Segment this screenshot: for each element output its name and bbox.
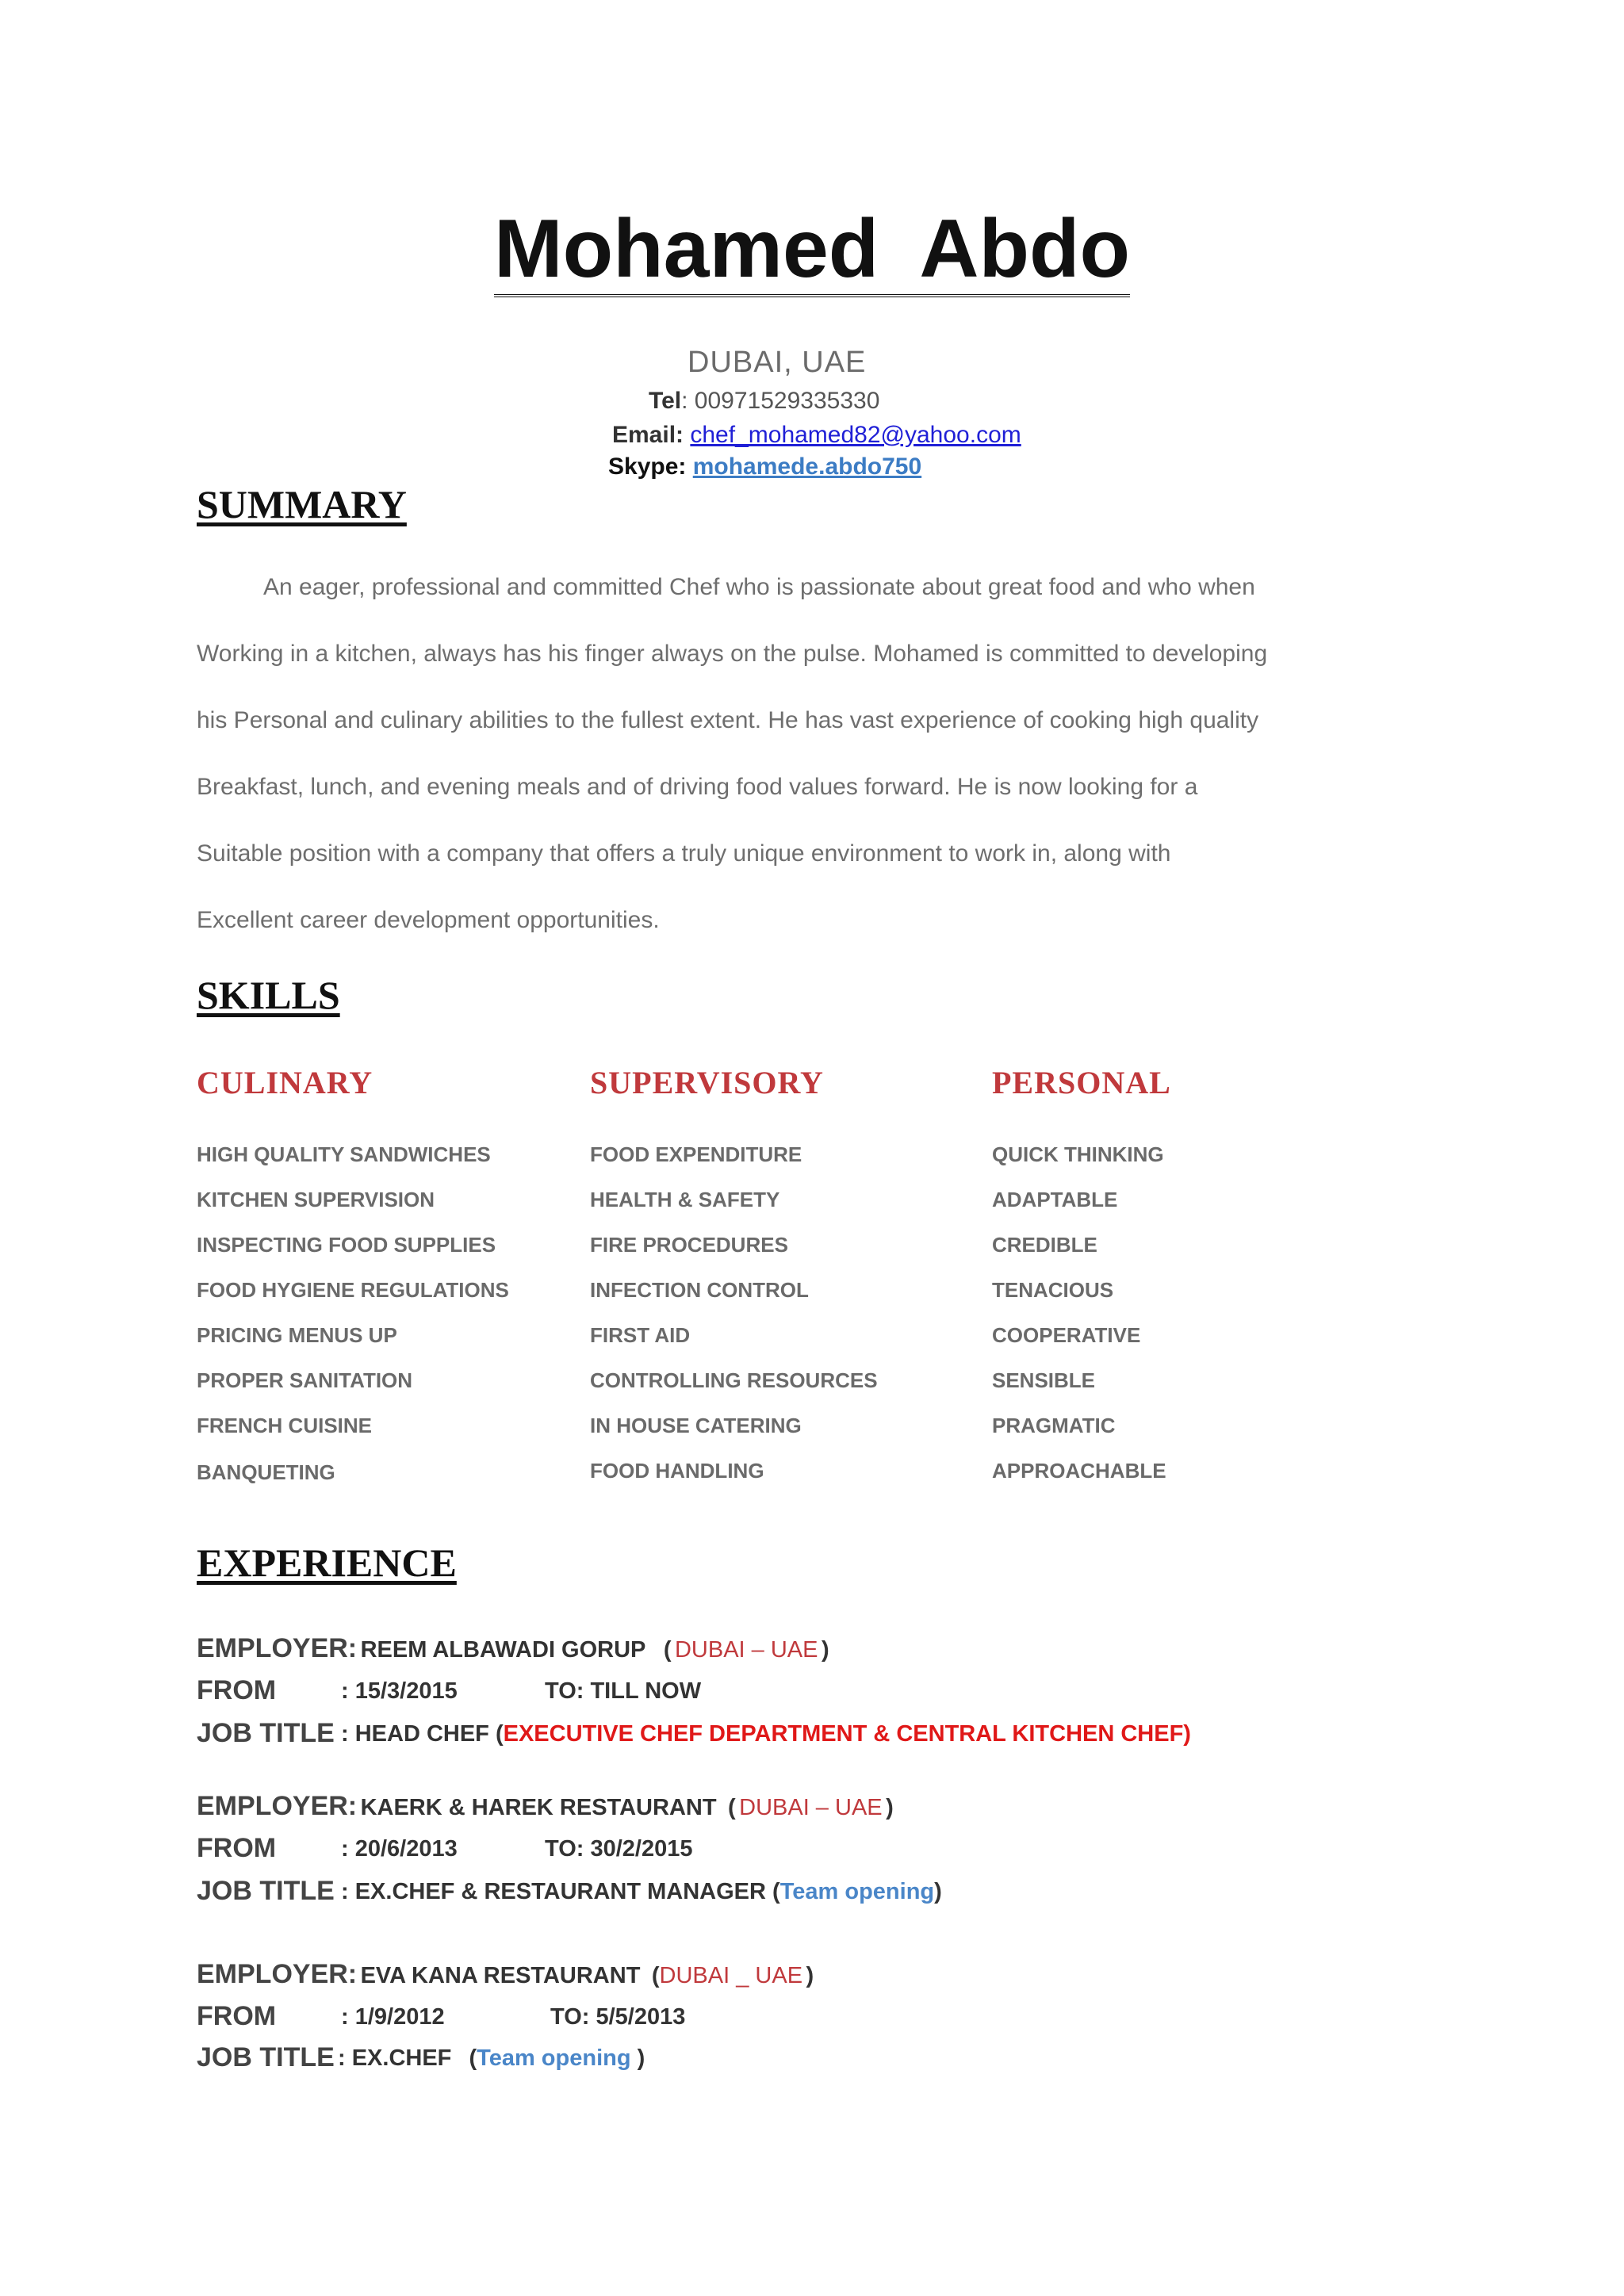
to-date: 5/5/2013 [596,2004,686,2030]
to-date-line [545,1678,701,1705]
job-title-line: : HEAD CHEF (EXECUTIVE CHEF DEPARTMENT & CENTRAL KITCHEN CHEF) [341,1721,1191,1747]
employer-name: EVA KANA RESTAURANT [360,1963,641,1988]
employer-label: EMPLOYER: [197,1959,358,1989]
skills-column-supervisory: SUPERVISORY [590,1065,824,1100]
job-employer-line: EMPLOYER: EVA KANA RESTAURANT (DUBAI _ UAE ) [197,1959,814,1989]
skill-item: PROPER SANITATION [197,1368,413,1392]
skill-item: TENACIOUS [992,1278,1114,1302]
skill-item: HIGH QUALITY SANDWICHES [197,1142,491,1166]
skill-item: ADAPTABLE [992,1188,1118,1211]
summary-line: his Personal and culinary abilities to the fullest extent. He has vast experience of cooking high quality [197,707,1259,733]
to-label: TO: [550,2004,590,2030]
skills-column-personal: PERSONAL [992,1065,1171,1100]
skype-link[interactable]: mohamede.abdo750 [692,453,922,480]
candidate-location: DUBAI, UAE [688,346,867,379]
from-label: FROM [197,1675,277,1705]
email-label: Email: [612,422,684,448]
email-line [612,422,1021,449]
employer-name: REEM ALBAWADI GORUP [360,1637,646,1663]
skill-item: PRAGMATIC [992,1414,1116,1437]
tel-value: : 00971529335330 [681,388,880,414]
employer-name: KAERK & HAREK RESTAURANT [360,1795,717,1820]
summary-line: Excellent career development opportunities. [197,907,660,933]
from-label: FROM [197,1833,277,1863]
job-employer-line: EMPLOYER: REEM ALBAWADI GORUP ( DUBAI – UAE ) [197,1633,829,1663]
skill-item: PRICING MENUS UP [197,1323,397,1347]
summary-line: An eager, professional and committed Chef who is passionate about great food and who when [263,574,1255,600]
skill-item: HEALTH & SAFETY [590,1188,780,1211]
email-link[interactable]: chef_mohamed82@yahoo.com [690,422,1021,448]
to-label: TO: [545,1836,584,1862]
employer-label: EMPLOYER: [197,1633,358,1663]
summary-heading: SUMMARY [197,482,407,526]
skype-label: Skype: [608,453,687,480]
job-note: Team opening [779,1879,935,1904]
job-title-line: : EX.CHEF (Team opening ) [338,2045,645,2071]
skill-item: APPROACHABLE [992,1459,1166,1483]
skill-item: COOPERATIVE [992,1323,1141,1347]
skill-item: FOOD HANDLING [590,1459,764,1483]
skill-item: CONTROLLING RESOURCES [590,1368,878,1392]
to-date: 30/2/2015 [590,1836,693,1862]
tel-line [649,388,879,415]
skills-column-culinary: CULINARY [197,1065,373,1100]
skill-item: INSPECTING FOOD SUPPLIES [197,1233,496,1257]
job-employer-line: EMPLOYER: KAERK & HAREK RESTAURANT ( DUBAI – UAE ) [197,1791,894,1821]
skill-item: INFECTION CONTROL [590,1278,809,1302]
to-date-line [545,1836,692,1862]
summary-line: Suitable position with a company that offers a truly unique environment to work in, along with [197,840,1171,867]
job-title-label: JOB TITLE [197,2042,335,2072]
job-title: : EX.CHEF [338,2045,452,2071]
job-note: Team opening [477,2045,631,2071]
job-title-label: JOB TITLE [197,1876,335,1906]
skill-item: SENSIBLE [992,1368,1096,1392]
skill-item: FOOD EXPENDITURE [590,1142,802,1166]
employer-location: DUBAI – UAE [674,1637,818,1663]
job-title: : HEAD CHEF [341,1721,489,1747]
skill-item: FIRST AID [590,1323,691,1347]
tel-label: Tel [649,388,682,414]
employer-location: DUBAI – UAE [739,1795,883,1820]
employer-location: DUBAI _ UAE [659,1963,803,1988]
skill-item: FIRE PROCEDURES [590,1233,788,1257]
employer-label: EMPLOYER: [197,1791,358,1821]
summary-line: Working in a kitchen, always has his finger always on the pulse. Mohamed is committed to developing [197,641,1268,667]
job-title-line: : EX.CHEF & RESTAURANT MANAGER (Team opening) [341,1879,942,1904]
to-label: TO: [545,1678,584,1704]
experience-heading: EXPERIENCE [197,1540,457,1585]
summary-line: Breakfast, lunch, and evening meals and of driving food values forward. He is now looking for a [197,774,1198,800]
skill-item: CREDIBLE [992,1233,1097,1257]
from-date: : 1/9/2012 [341,2004,445,2030]
skill-item: QUICK THINKING [992,1142,1164,1166]
job-title: : EX.CHEF & RESTAURANT MANAGER [341,1879,766,1904]
job-title-label: JOB TITLE [197,1718,335,1748]
job-note: EXECUTIVE CHEF DEPARTMENT & CENTRAL KITCHEN CHEF) [503,1721,1191,1747]
to-date: TILL NOW [590,1678,702,1704]
from-date: : 15/3/2015 [341,1678,458,1704]
skill-item: FOOD HYGIENE REGULATIONS [197,1278,509,1302]
skill-item: FRENCH CUISINE [197,1414,373,1437]
skype-line [608,453,921,480]
skills-heading: SKILLS [197,973,340,1017]
skill-item: KITCHEN SUPERVISION [197,1188,435,1211]
to-date-line [550,2004,685,2030]
candidate-name: Mohamed Abdo [0,202,1624,297]
skill-item: IN HOUSE CATERING [590,1414,802,1437]
from-date: : 20/6/2013 [341,1836,458,1862]
from-label: FROM [197,2001,277,2031]
skill-item: BANQUETING [197,1460,335,1484]
